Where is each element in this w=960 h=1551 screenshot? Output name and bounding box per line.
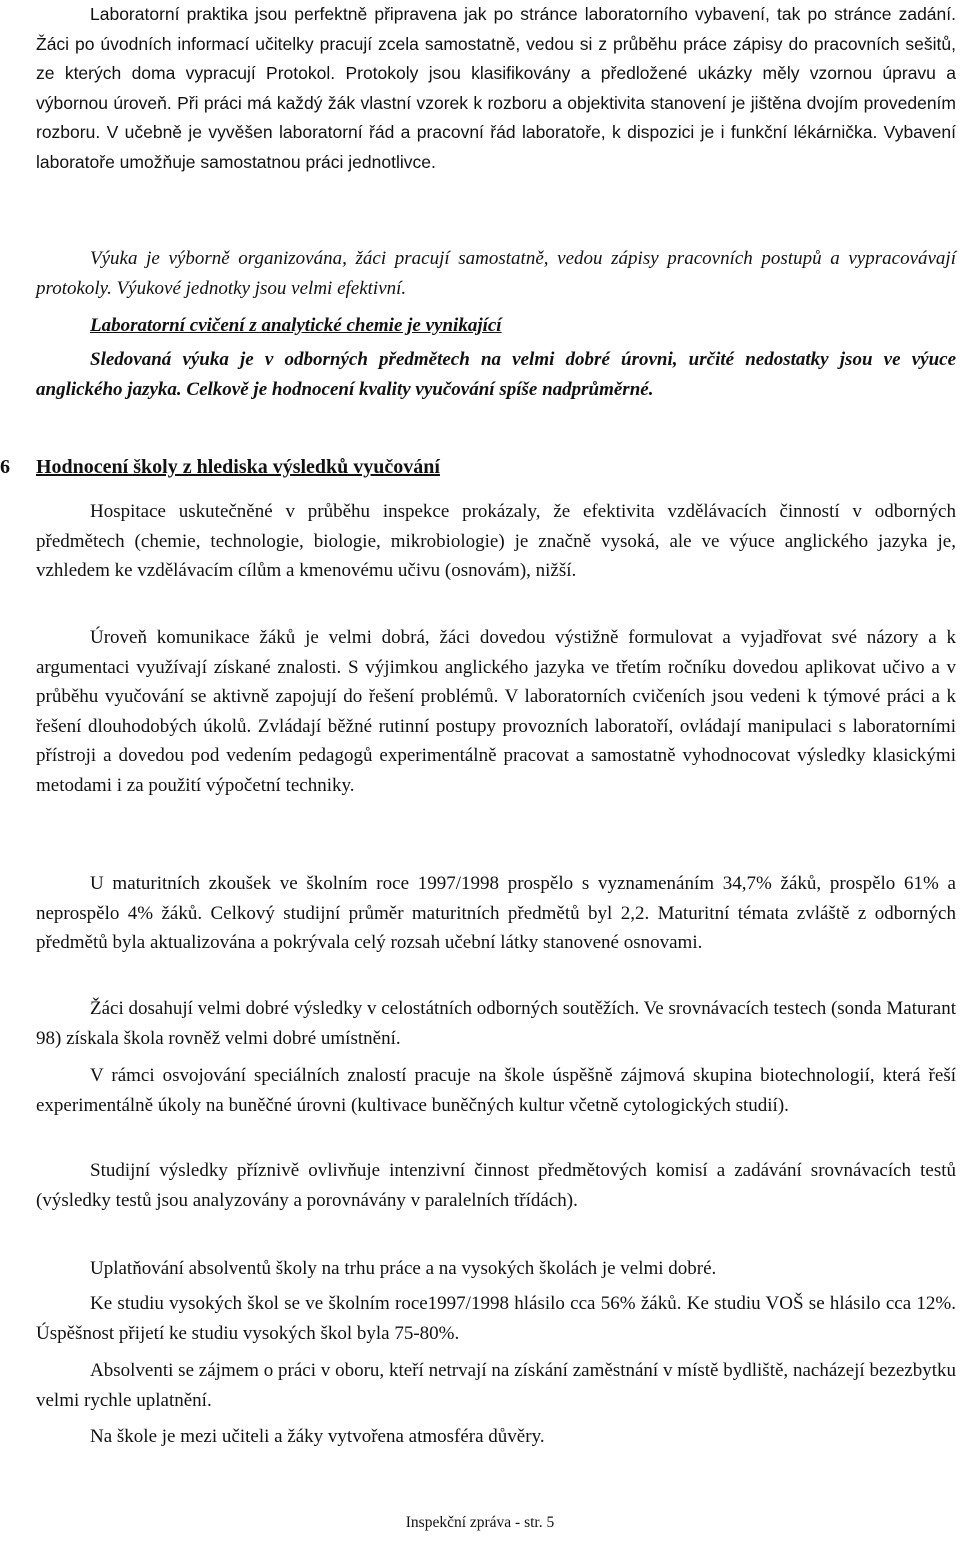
paragraph-maturita: U maturitních zkoušek ve školním roce 1997/1998 prospělo s vyznamenáním 34,7% žáků, prospělo 61% a neprospělo 4% žáků. Celkový studijní průměr maturitních předmětů byl 2,2. Maturitní témata zvláště z odborných předmětů byla aktualizována a pokrývala celý rozsah učební látky stanovené osnovami.: [36, 873, 956, 953]
overall-summary: Sledovaná výuka je v odborných předmětech na velmi dobré úrovni, určité nedostatky jsou ve výuce anglického jazyka. Celkově je hodnocení kvality vyučování spíše nadprůměrné.: [36, 349, 956, 400]
paragraph-university: Ke studiu vysokých škol se ve školním roce1997/1998 hlásilo cca 56% žáků. Ke studiu VOŠ se hlásilo cca 12%. Úspěšnost přijetí ke studiu vysokých škol byla 75-80%.: [36, 1293, 956, 1344]
lab-rating-text: Laboratorní cvičení z analytické chemie je vynikající: [90, 315, 502, 336]
paragraph-communication: Úroveň komunikace žáků je velmi dobrá, žáci dovedou výstižně formulovat a vyjadřovat své názory a k argumentaci využívají získané znalosti. S výjimkou anglického jazyka ve třetím ročníku dovedou aplikovat učivo a v průběhu vyučování se aktivně zapojují do řešení problémů. V laboratorních cvičeních jsou vedeni k týmové práci a k řešení dlouhodobých úkolů. Zvládají běžné rutinní postupy provozních laboratoří, ovládají manipulaci s laboratorními přístroji a dovedou pod vedením pedagogů experimentálně pracovat a samostatně vyhodnocovat výsledky klasickými metodami i za použití výpočetní techniky.: [36, 627, 956, 796]
section-number: 6: [0, 456, 10, 478]
page-footer: Inspekční zpráva - str. 5: [405, 1514, 555, 1531]
section-title: Hodnocení školy z hlediska výsledků vyučování: [36, 456, 440, 478]
lab-rating-heading: [36, 311, 956, 341]
teaching-evaluation-italic: Výuka je výborně organizována, žáci pracují samostatně, vedou zápisy pracovních postupů a vypracovávají protokoly. Výukové jednotky jsou velmi efektivní.: [36, 248, 956, 299]
lab-practice-paragraph: Laboratorní praktika jsou perfektně připravena jak po stránce laboratorního vybavení, tak po stránce zadání. Žáci po úvodních informací učitelky pracují zcela samostatně, vedou si z průběhu práce zápisy do pracovních sešitů, ze kterých doma vypracují Protokol. Protokoly jsou klasifikovány a předložené ukázky měly vzornou úpravu a výbornou úroveň. Při práci má každý žák vlastní vzorek k rozboru a objektivita stanovení je jištěna dvojím provedením rozboru. V učebně je vyvěšen laboratorní řád a pracovní řád laboratoře, k dispozici je i funkční lékárnička. Vybavení laboratoře umožňuje samostatnou práci jednotlivce.: [36, 4, 956, 172]
paragraph-biotechnology: V rámci osvojování speciálních znalostí pracuje na škole úspěšně zájmová skupina biotechnologií, která řeší experimentálně úkoly na buněčné úrovni (kultivace buněčných kultur včetně cytologických studií).: [36, 1065, 956, 1116]
paragraph-study-results: Studijní výsledky příznivě ovlivňuje intenzivní činnost předmětových komisí a zadávání srovnávacích testů (výsledky testů jsou analyzovány a porovnávány v paralelních třídách).: [36, 1160, 956, 1211]
paragraph-employment: Absolventi se zájmem o práci v oboru, kteří netrvají na získání zaměstnání v místě bydliště, nacházejí bezezbytku velmi rychle uplatnění.: [36, 1360, 956, 1411]
paragraph-hospitation: Hospitace uskutečněné v průběhu inspekce prokázaly, že efektivita vzdělávacích činností v odborných předmětech (chemie, technologie, biologie, mikrobiologie) je značně vysoká, ale ve výuce anglického jazyka je, vzhledem ke vzdělávacím cílům a kmenovému učivu (osnovám), nižší.: [36, 501, 956, 581]
paragraph-atmosphere: Na škole je mezi učiteli a žáky vytvořena atmosféra důvěry.: [90, 1426, 545, 1447]
paragraph-graduates: Uplatňování absolventů školy na trhu práce a na vysokých školách je velmi dobré.: [90, 1258, 717, 1279]
paragraph-competitions: Žáci dosahují velmi dobré výsledky v celostátních odborných soutěžích. Ve srovnávacích testech (sonda Maturant 98) získala škola rovněž velmi dobré umístnění.: [36, 998, 957, 1049]
